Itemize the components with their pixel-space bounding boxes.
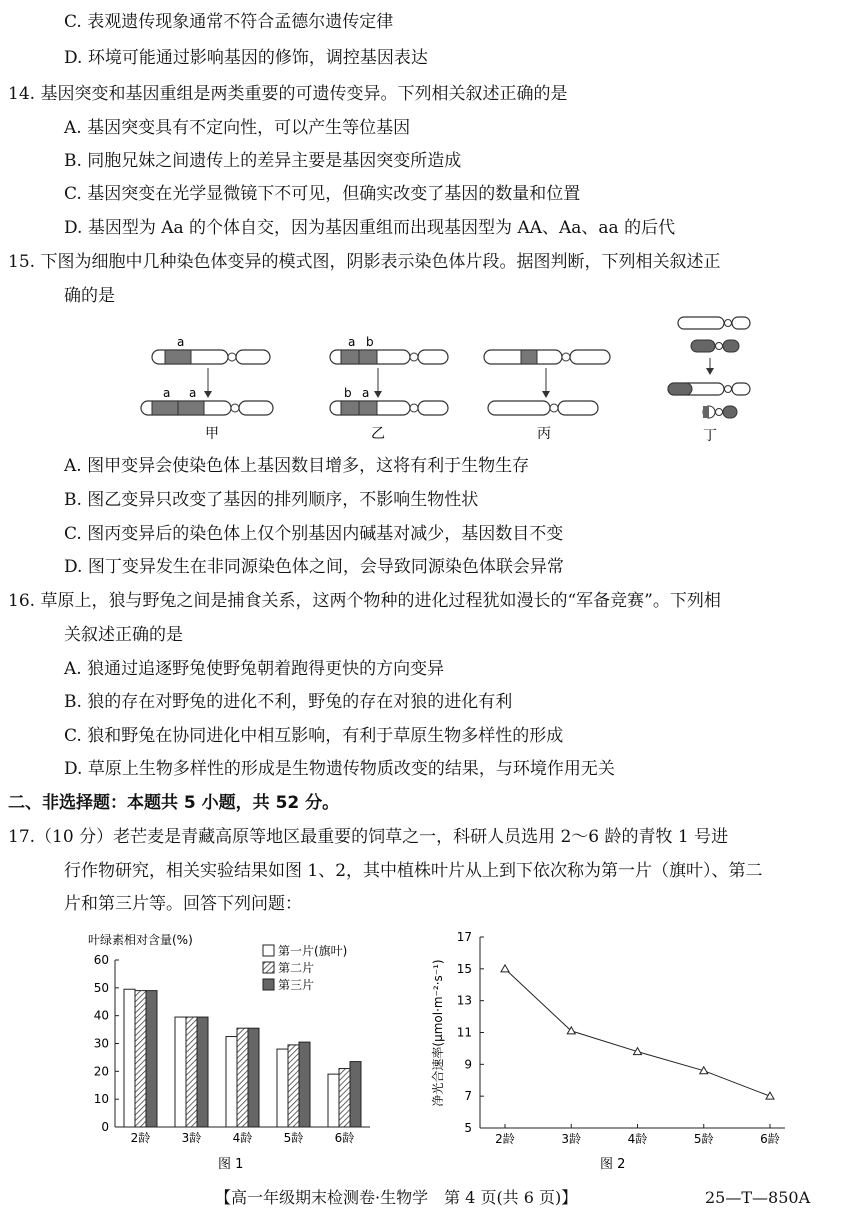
footer-title: 【高一年级期末检测卷·生物学 第 4 页(共 6 页)】 <box>215 1188 578 1207</box>
fig1-legend-label: 第一片(旗叶) <box>278 944 348 958</box>
fig2-y-tick-label: 11 <box>456 1025 472 1040</box>
fig2-x-tick-label: 4龄 <box>627 1132 648 1146</box>
fig2-y-tick-label: 13 <box>456 993 472 1008</box>
figure2-line-chart <box>420 925 800 1175</box>
footer-code: 25—T—850A <box>705 1188 811 1207</box>
jia-gene-a: a <box>177 335 185 349</box>
fig1-legend-swatch <box>263 945 274 956</box>
q16-option-c: C. 狼和野兔在协同进化中相互影响，有利于草原生物多样性的形成 <box>64 726 564 746</box>
fig1-y-tick-label: 10 <box>93 1092 109 1107</box>
fig1-bar <box>197 1017 208 1127</box>
q13-option-d: D. 环境可能通过影响基因的修饰，调控基因表达 <box>64 48 428 68</box>
figure-ding <box>668 317 750 444</box>
fig2-y-tick-label: 5 <box>464 1121 472 1135</box>
fig1-bar <box>186 1017 197 1127</box>
q15-stem: 15. 下图为细胞中几种染色体变异的模式图，阴影表示染色体片段。据图判断，下列相关叙述正 <box>8 252 721 272</box>
q17-stem-line2: 行作物研究，相关实验结果如图 1、2，其中植株叶片从上到下依次称为第一片（旗叶）、第二 <box>64 861 763 881</box>
fig1-ylabel: 叶绿素相对含量(%) <box>88 933 193 947</box>
fig2-caption: 图 2 <box>600 1157 626 1172</box>
fig1-bar <box>175 1017 186 1127</box>
fig1-bar <box>237 1028 248 1127</box>
q15-option-b: B. 图乙变异只改变了基因的排列顺序，不影响生物性状 <box>64 490 479 510</box>
fig1-bar <box>328 1074 339 1127</box>
fig1-x-tick-label: 2龄 <box>130 1131 151 1145</box>
fig1-bar <box>339 1069 350 1127</box>
q13-option-c: C. 表观遗传现象通常不符合孟德尔遗传定律 <box>64 12 394 32</box>
q17-stem-line3: 片和第三片等。回答下列问题： <box>64 894 302 914</box>
fig1-y-tick-label: 20 <box>93 1064 109 1079</box>
jia-gene-a2: a <box>189 386 197 400</box>
figure-jia <box>141 335 273 442</box>
fig2-series-line <box>505 969 770 1096</box>
q17-stem: 17.（10 分）老芒麦是青藏高原等地区最重要的饲草之一，科研人员选用 2～6 龄的青牧 1 号进 <box>8 827 729 847</box>
yi-gene-b: b <box>366 335 374 349</box>
fig2-ylabel: 净光合速率(μmol·m⁻²·s⁻¹) <box>431 959 445 1107</box>
fig1-bar <box>226 1037 237 1127</box>
figure1-bar-chart <box>70 925 390 1175</box>
q14-option-b: B. 同胞兄妹之间遗传上的差异主要是基因突变所造成 <box>64 151 462 171</box>
fig1-bar <box>248 1028 259 1127</box>
fig1-x-tick-label: 6龄 <box>334 1131 355 1145</box>
fig1-legend-swatch <box>263 979 274 990</box>
fig1-y-tick-label: 0 <box>101 1120 109 1134</box>
fig1-x-tick-label: 4龄 <box>232 1131 253 1145</box>
q16-stem-cont: 关叙述正确的是 <box>64 625 183 645</box>
fig2-point <box>766 1092 774 1099</box>
fig1-x-tick-label: 5龄 <box>283 1131 304 1145</box>
label-ding: 丁 <box>703 428 717 444</box>
fig1-y-tick-label: 30 <box>93 1036 109 1051</box>
q14-option-d: D. 基因型为 Aa 的个体自交，因为基因重组而出现基因型为 AA、Aa、aa 的后代 <box>64 218 676 238</box>
q16-stem: 16. 草原上，狼与野兔之间是捕食关系，这两个物种的进化过程犹如漫长的“军备竞赛”。下列相 <box>8 591 721 611</box>
label-jia: 甲 <box>205 426 219 442</box>
yi-gene-b2: b <box>344 386 352 400</box>
q15-stem-cont: 确的是 <box>64 286 115 306</box>
q15-option-c: C. 图丙变异后的染色体上仅个别基因内碱基对减少，基因数目不变 <box>64 524 564 544</box>
fig1-y-tick-label: 60 <box>93 953 109 967</box>
fig2-x-tick-label: 5龄 <box>693 1132 714 1146</box>
label-bing: 丙 <box>537 426 551 442</box>
fig1-bar <box>299 1042 310 1127</box>
fig2-y-tick-label: 17 <box>456 930 472 944</box>
fig1-bar <box>124 989 135 1127</box>
fig1-bar <box>146 991 157 1127</box>
label-yi: 乙 <box>371 426 385 442</box>
figure-bing <box>484 350 610 442</box>
q14-option-c: C. 基因突变在光学显微镜下不可见，但确实改变了基因的数量和位置 <box>64 184 581 204</box>
fig2-x-tick-label: 2龄 <box>495 1132 515 1146</box>
yi-gene-a2: a <box>362 386 370 400</box>
yi-gene-a: a <box>348 335 356 349</box>
q16-option-d: D. 草原上生物多样性的形成是生物遗传物质改变的结果，与环境作用无关 <box>64 759 615 779</box>
q16-option-b: B. 狼的存在对野兔的进化不利，野兔的存在对狼的进化有利 <box>64 692 513 712</box>
q16-option-a: A. 狼通过追逐野兔使野兔朝着跑得更快的方向变异 <box>64 659 445 679</box>
q15-option-a: A. 图甲变异会使染色体上基因数目增多，这将有利于生物生存 <box>64 456 530 476</box>
fig2-y-tick-label: 9 <box>464 1057 472 1072</box>
fig1-y-tick-label: 40 <box>93 1008 109 1023</box>
fig1-y-tick-label: 50 <box>93 980 109 995</box>
fig1-x-tick-label: 3龄 <box>181 1131 202 1145</box>
fig2-x-tick-label: 6龄 <box>760 1132 780 1146</box>
fig2-x-tick-label: 3龄 <box>561 1132 582 1146</box>
fig1-bar <box>350 1062 361 1127</box>
fig1-legend-swatch <box>263 962 274 973</box>
fig2-y-tick-label: 15 <box>456 961 472 976</box>
jia-gene-a1: a <box>163 386 171 400</box>
fig2-y-tick-label: 7 <box>464 1089 472 1104</box>
fig1-caption: 图 1 <box>218 1157 244 1172</box>
q15-option-d: D. 图丁变异发生在非同源染色体之间，会导致同源染色体联会异常 <box>64 557 564 577</box>
chromosome-figure <box>0 310 860 450</box>
fig1-legend-label: 第三片 <box>278 978 315 992</box>
section-heading: 二、非选择题：本题共 5 小题，共 52 分。 <box>8 793 340 813</box>
fig1-bar <box>277 1049 288 1127</box>
q14-stem: 14. 基因突变和基因重组是两类重要的可遗传变异。下列相关叙述正确的是 <box>8 84 568 104</box>
fig2-point <box>501 965 509 972</box>
fig1-bar <box>288 1045 299 1127</box>
fig1-legend-label: 第二片 <box>278 961 315 975</box>
fig1-bar <box>135 991 146 1127</box>
q14-option-a: A. 基因突变具有不定向性，可以产生等位基因 <box>64 118 411 138</box>
figure-yi <box>330 335 448 442</box>
